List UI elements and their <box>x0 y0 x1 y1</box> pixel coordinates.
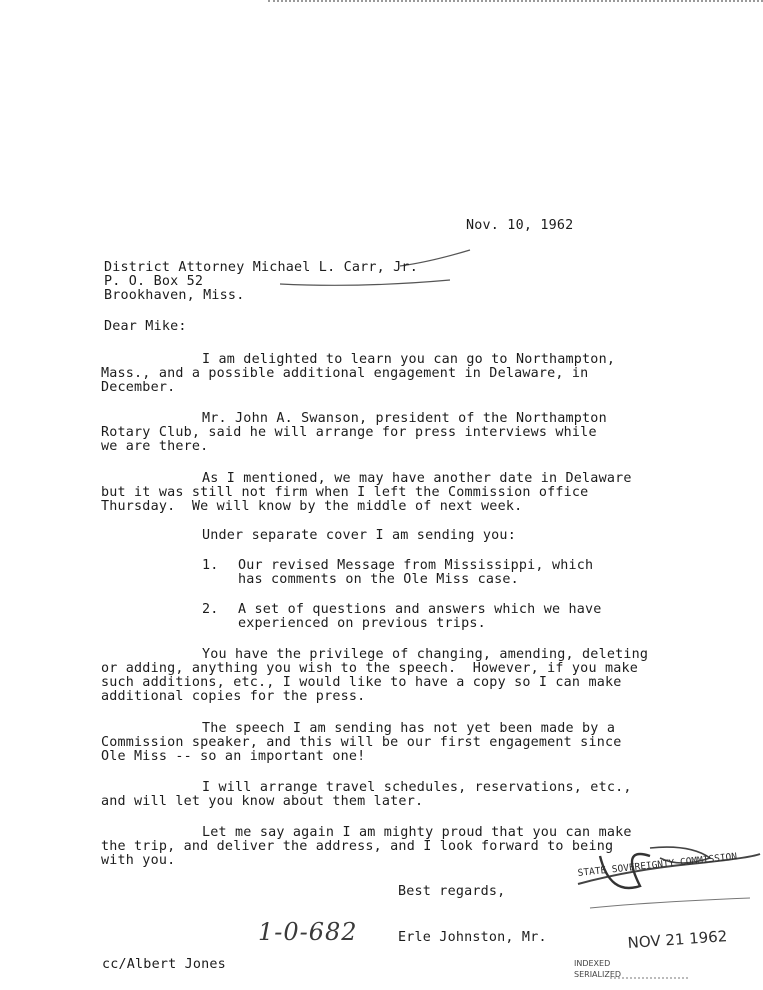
stamp-date-text: NOV 21 1962 <box>627 927 728 952</box>
salutation: Dear Mike: <box>104 319 187 334</box>
paragraph-4-line: Under separate cover I am sending you: <box>202 528 516 543</box>
address-line-1: District Attorney Michael L. Carr, Jr. <box>104 260 418 275</box>
stamp-header-text: STATE SOVEREIGNTY COMMISSION <box>577 851 738 879</box>
paragraph-7-line: such additions, etc., I would like to have a copy so I can make <box>101 675 622 690</box>
sovereignty-commission-stamp <box>570 836 763 986</box>
paragraph-7-line: or adding, anything you wish to the speech. However, if you make <box>101 661 639 676</box>
paragraph-9-line: and will let you know about them later. <box>101 794 424 809</box>
closing: Best regards, <box>398 884 506 899</box>
list-item-1-line: Our revised Message from Mississippi, which <box>238 558 594 573</box>
signature-name: Erle Johnston, Mr. <box>398 930 547 945</box>
paragraph-1-line: I am delighted to learn you can go to Northampton, <box>202 352 616 367</box>
paragraph-8-line: The speech I am sending has not yet been made by a <box>202 721 616 736</box>
stamp-indexed-text: INDEXED <box>574 959 611 968</box>
paragraph-8-line: Ole Miss -- so an important one! <box>101 749 366 764</box>
paragraph-1-line: Mass., and a possible additional engagement in Delaware, in <box>101 366 589 381</box>
paragraph-7-line: You have the privilege of changing, amending, deleting <box>202 647 649 662</box>
paragraph-3-line: Thursday. We will know by the middle of next week. <box>101 499 523 514</box>
handwritten-note: 1-0-682 <box>258 918 358 946</box>
address-line-3: Brookhaven, Miss. <box>104 288 245 303</box>
paragraph-3-line: but it was still not firm when I left the Commission office <box>101 485 589 500</box>
paragraph-1-line: December. <box>101 380 176 395</box>
list-item-1-number: 1. <box>202 558 219 573</box>
paragraph-10-line: the trip, and deliver the address, and I look forward to being <box>101 839 614 854</box>
paragraph-10-line: Let me say again I am mighty proud that you can make <box>202 825 632 840</box>
paragraph-8-line: Commission speaker, and this will be our first engagement since <box>101 735 622 750</box>
list-item-2-number: 2. <box>202 602 219 617</box>
paragraph-3-line: As I mentioned, we may have another date in Delaware <box>202 471 632 486</box>
paragraph-7-line: additional copies for the press. <box>101 689 366 704</box>
paragraph-2-line: Mr. John A. Swanson, president of the Northampton <box>202 411 607 426</box>
list-item-2-line: experienced on previous trips. <box>238 616 486 631</box>
list-item-1-line: has comments on the Ole Miss case. <box>238 572 519 587</box>
cc-line: cc/Albert Jones <box>102 957 226 972</box>
paragraph-9-line: I will arrange travel schedules, reservations, etc., <box>202 780 632 795</box>
letter-date: Nov. 10, 1962 <box>466 218 574 233</box>
stamp-serialized-text: SERIALIZED <box>574 970 622 979</box>
paragraph-2-line: Rotary Club, said he will arrange for press interviews while <box>101 425 597 440</box>
top-edge-rule <box>268 0 763 2</box>
list-item-2-line: A set of questions and answers which we have <box>238 602 602 617</box>
paragraph-10-line: with you. <box>101 853 176 868</box>
address-line-2: P. O. Box 52 <box>104 274 204 289</box>
paragraph-2-line: we are there. <box>101 439 209 454</box>
